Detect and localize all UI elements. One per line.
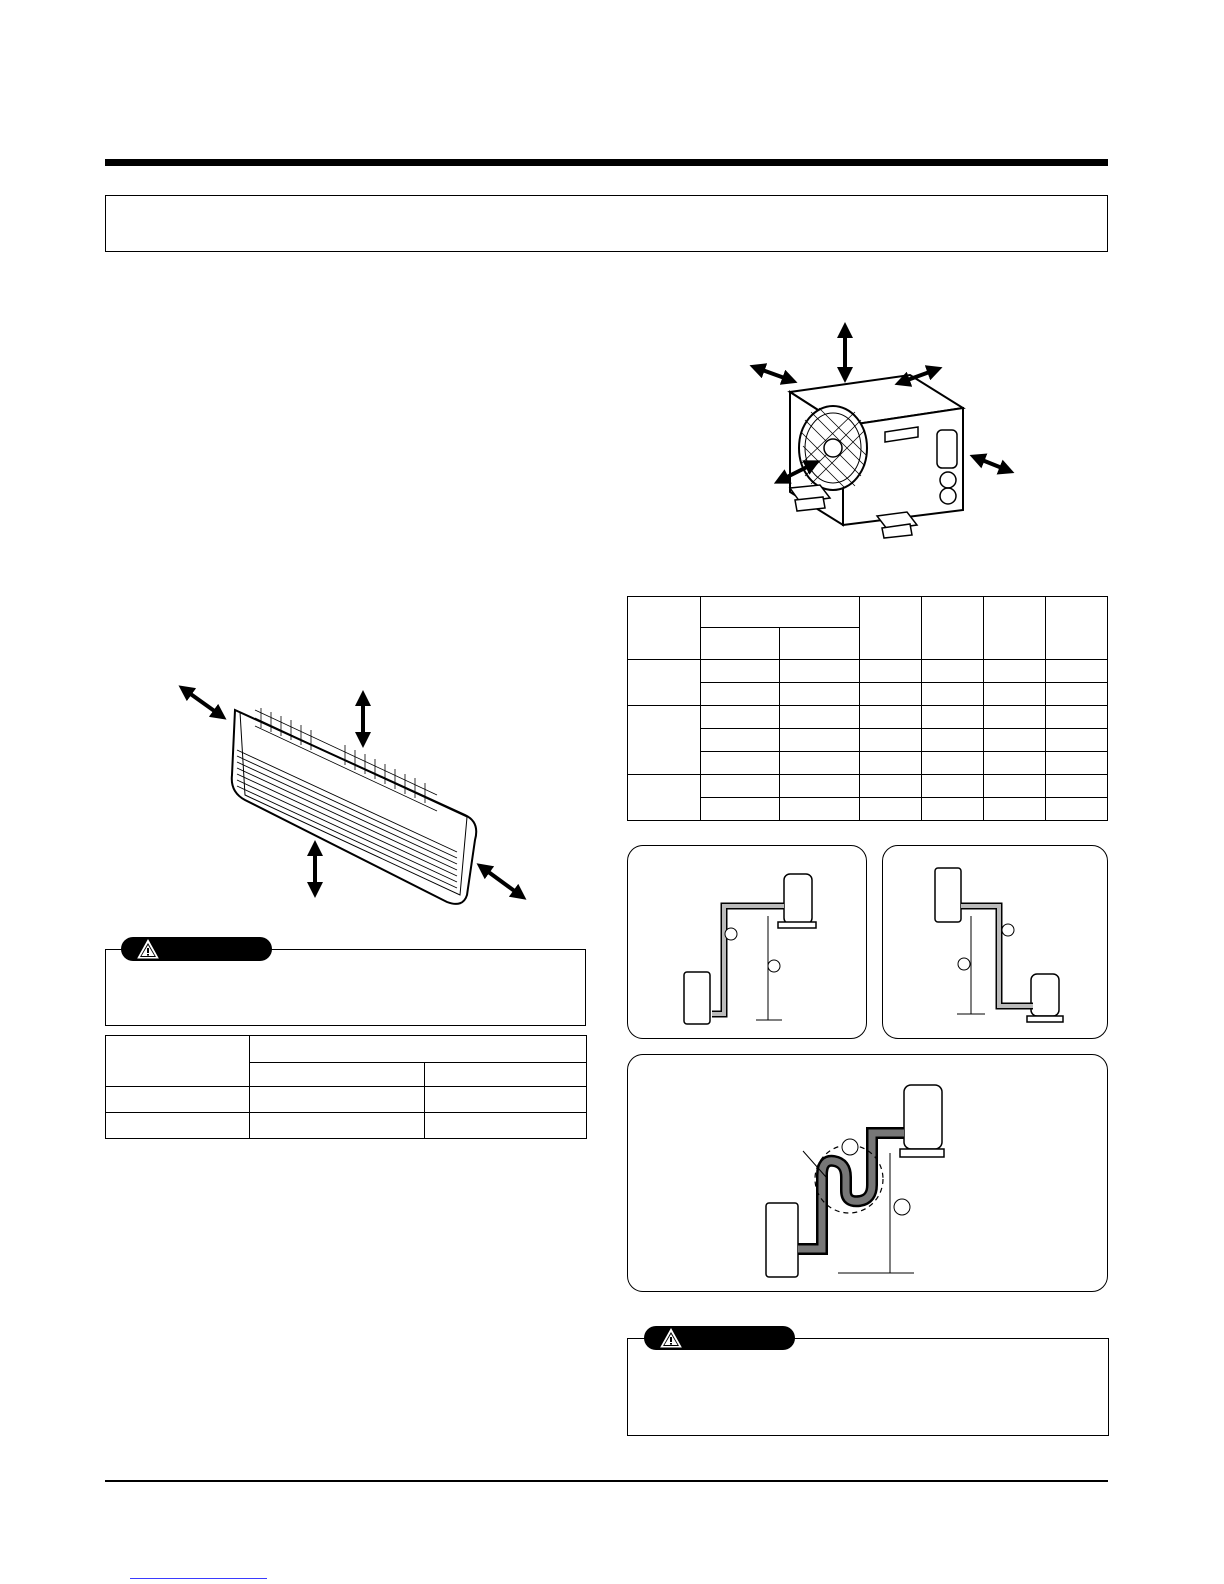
- table-cell: [425, 1113, 587, 1139]
- warning-triangle-icon: [660, 1328, 682, 1348]
- table-header-cell: [922, 597, 984, 660]
- table-header-cell: [701, 597, 860, 628]
- table-cell: [250, 1087, 425, 1113]
- table-header-cell: [628, 597, 701, 660]
- footer-rule: [105, 1480, 1108, 1482]
- table-cell: [250, 1113, 425, 1139]
- piping-diagram-oil-trap: [627, 1054, 1108, 1292]
- table-header-cell: [780, 628, 860, 660]
- piping-diagram-outdoor-above: [627, 845, 867, 1039]
- caution-box-right: [627, 1338, 1109, 1436]
- table-header-cell: [106, 1036, 250, 1087]
- piping-drawing: [883, 846, 1109, 1040]
- right-spec-table: [627, 596, 1108, 821]
- table-row: [628, 775, 1108, 798]
- caution-tab-right: [644, 1326, 795, 1350]
- table-header-cell: [250, 1036, 587, 1063]
- table-header-cell: [1046, 597, 1108, 660]
- caution-tab-left: [121, 937, 272, 961]
- table-row: [628, 706, 1108, 729]
- piping-drawing: [628, 846, 868, 1040]
- table-cell: [106, 1087, 250, 1113]
- table-header-cell: [250, 1063, 425, 1087]
- outdoor-unit-illustration: [745, 320, 1025, 550]
- table-header-cell: [860, 597, 922, 660]
- piping-diagram-outdoor-below: [882, 845, 1108, 1039]
- footer-link[interactable]: [130, 1578, 267, 1579]
- table-row: [106, 1087, 587, 1113]
- table-cell: [425, 1087, 587, 1113]
- indoor-unit-illustration: [175, 690, 535, 910]
- table-row: [628, 660, 1108, 683]
- header-rule: [105, 159, 1108, 166]
- table-row: [106, 1113, 587, 1139]
- piping-drawing: [628, 1055, 1109, 1293]
- table-header-cell: [425, 1063, 587, 1087]
- table-header-cell: [984, 597, 1046, 660]
- left-spec-table: [105, 1035, 587, 1139]
- table-cell: [106, 1113, 250, 1139]
- warning-triangle-icon: [137, 939, 159, 959]
- table-header-cell: [701, 628, 780, 660]
- section-heading-box: [105, 195, 1108, 252]
